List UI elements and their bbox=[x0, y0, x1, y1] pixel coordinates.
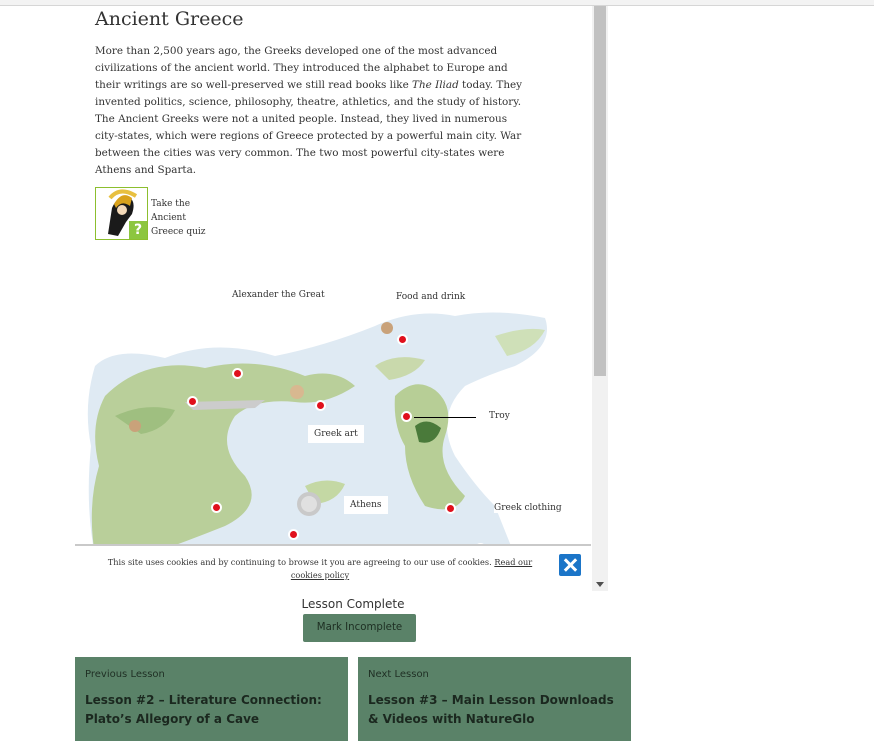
page-title: Ancient Greece bbox=[95, 8, 244, 30]
marker-greek-clothing[interactable] bbox=[445, 503, 456, 514]
marker-food-drink[interactable] bbox=[397, 334, 408, 345]
scrollbar-thumb[interactable] bbox=[594, 6, 606, 376]
cookie-message: This site uses cookies and by continuing to browse it you are agreeing to our use of cookies. bbox=[107, 557, 492, 567]
frame-scrollbar[interactable] bbox=[592, 6, 608, 591]
quiz-thumbnail[interactable] bbox=[95, 187, 148, 240]
cookie-close-icon[interactable] bbox=[559, 554, 581, 576]
cookie-text bbox=[95, 556, 545, 582]
quiz-link[interactable] bbox=[95, 187, 235, 241]
marker-south[interactable] bbox=[288, 529, 299, 540]
quiz-label[interactable]: Take the Ancient Greece quiz bbox=[151, 199, 206, 237]
previous-lesson-kicker: Previous Lesson bbox=[85, 669, 165, 680]
intro-paragraph bbox=[95, 43, 525, 179]
marker-troy[interactable] bbox=[401, 411, 412, 422]
cookie-banner bbox=[75, 544, 591, 591]
troy-leader-line bbox=[414, 417, 476, 418]
map-label-greek-clothing[interactable]: Greek clothing bbox=[494, 503, 562, 513]
map-label-greek-art[interactable]: Greek art bbox=[308, 425, 364, 443]
map-label-alexander[interactable]: Alexander the Great bbox=[232, 290, 325, 300]
marker-west[interactable] bbox=[211, 502, 222, 513]
map-label-food[interactable]: Food and drink bbox=[396, 292, 466, 302]
marker-alexander[interactable] bbox=[187, 396, 198, 407]
intro-text-1: More than 2,500 years ago, the Greeks developed one of the most advanced civilizations of the ancient world. They introduced the alphabet to Europe and their writings are so well-preserved we still read books like bbox=[95, 45, 508, 91]
mark-incomplete-button[interactable]: Mark Incomplete bbox=[303, 614, 416, 642]
iliad-title: The Iliad bbox=[412, 79, 459, 91]
interactive-lesson-frame bbox=[75, 6, 609, 591]
previous-lesson-title[interactable]: Lesson #2 – Literature Connection: Plato’s Allegory of a Cave bbox=[85, 693, 322, 726]
marker-mount-olympus[interactable] bbox=[232, 368, 243, 379]
map-label-troy[interactable]: Troy bbox=[489, 411, 510, 421]
lesson-status: Lesson Complete bbox=[301, 597, 405, 611]
next-lesson-title[interactable]: Lesson #3 – Main Lesson Downloads & Videos with NatureGlo bbox=[368, 693, 614, 726]
next-lesson-card[interactable] bbox=[358, 657, 631, 741]
map-label-athens[interactable]: Athens bbox=[344, 496, 388, 514]
next-lesson-kicker: Next Lesson bbox=[368, 669, 429, 680]
quiz-question-badge: ? bbox=[129, 221, 147, 239]
marker-greek-art[interactable] bbox=[315, 400, 326, 411]
cookie-policy-link[interactable]: Read our cookies policy bbox=[290, 557, 533, 580]
scroll-down-arrow-icon[interactable] bbox=[596, 582, 604, 587]
intro-text-2: today. They invented politics, science, philosophy, theatre, athletics, and the study of history. The Ancient Greeks were not a united people. Instead, they lived in numerous city-states, which were regions of Greece protected by a powerful main city. War between the cities was very common. The two most powerful city-states were Athens and Sparta. bbox=[95, 79, 523, 176]
previous-lesson-card[interactable] bbox=[75, 657, 348, 741]
